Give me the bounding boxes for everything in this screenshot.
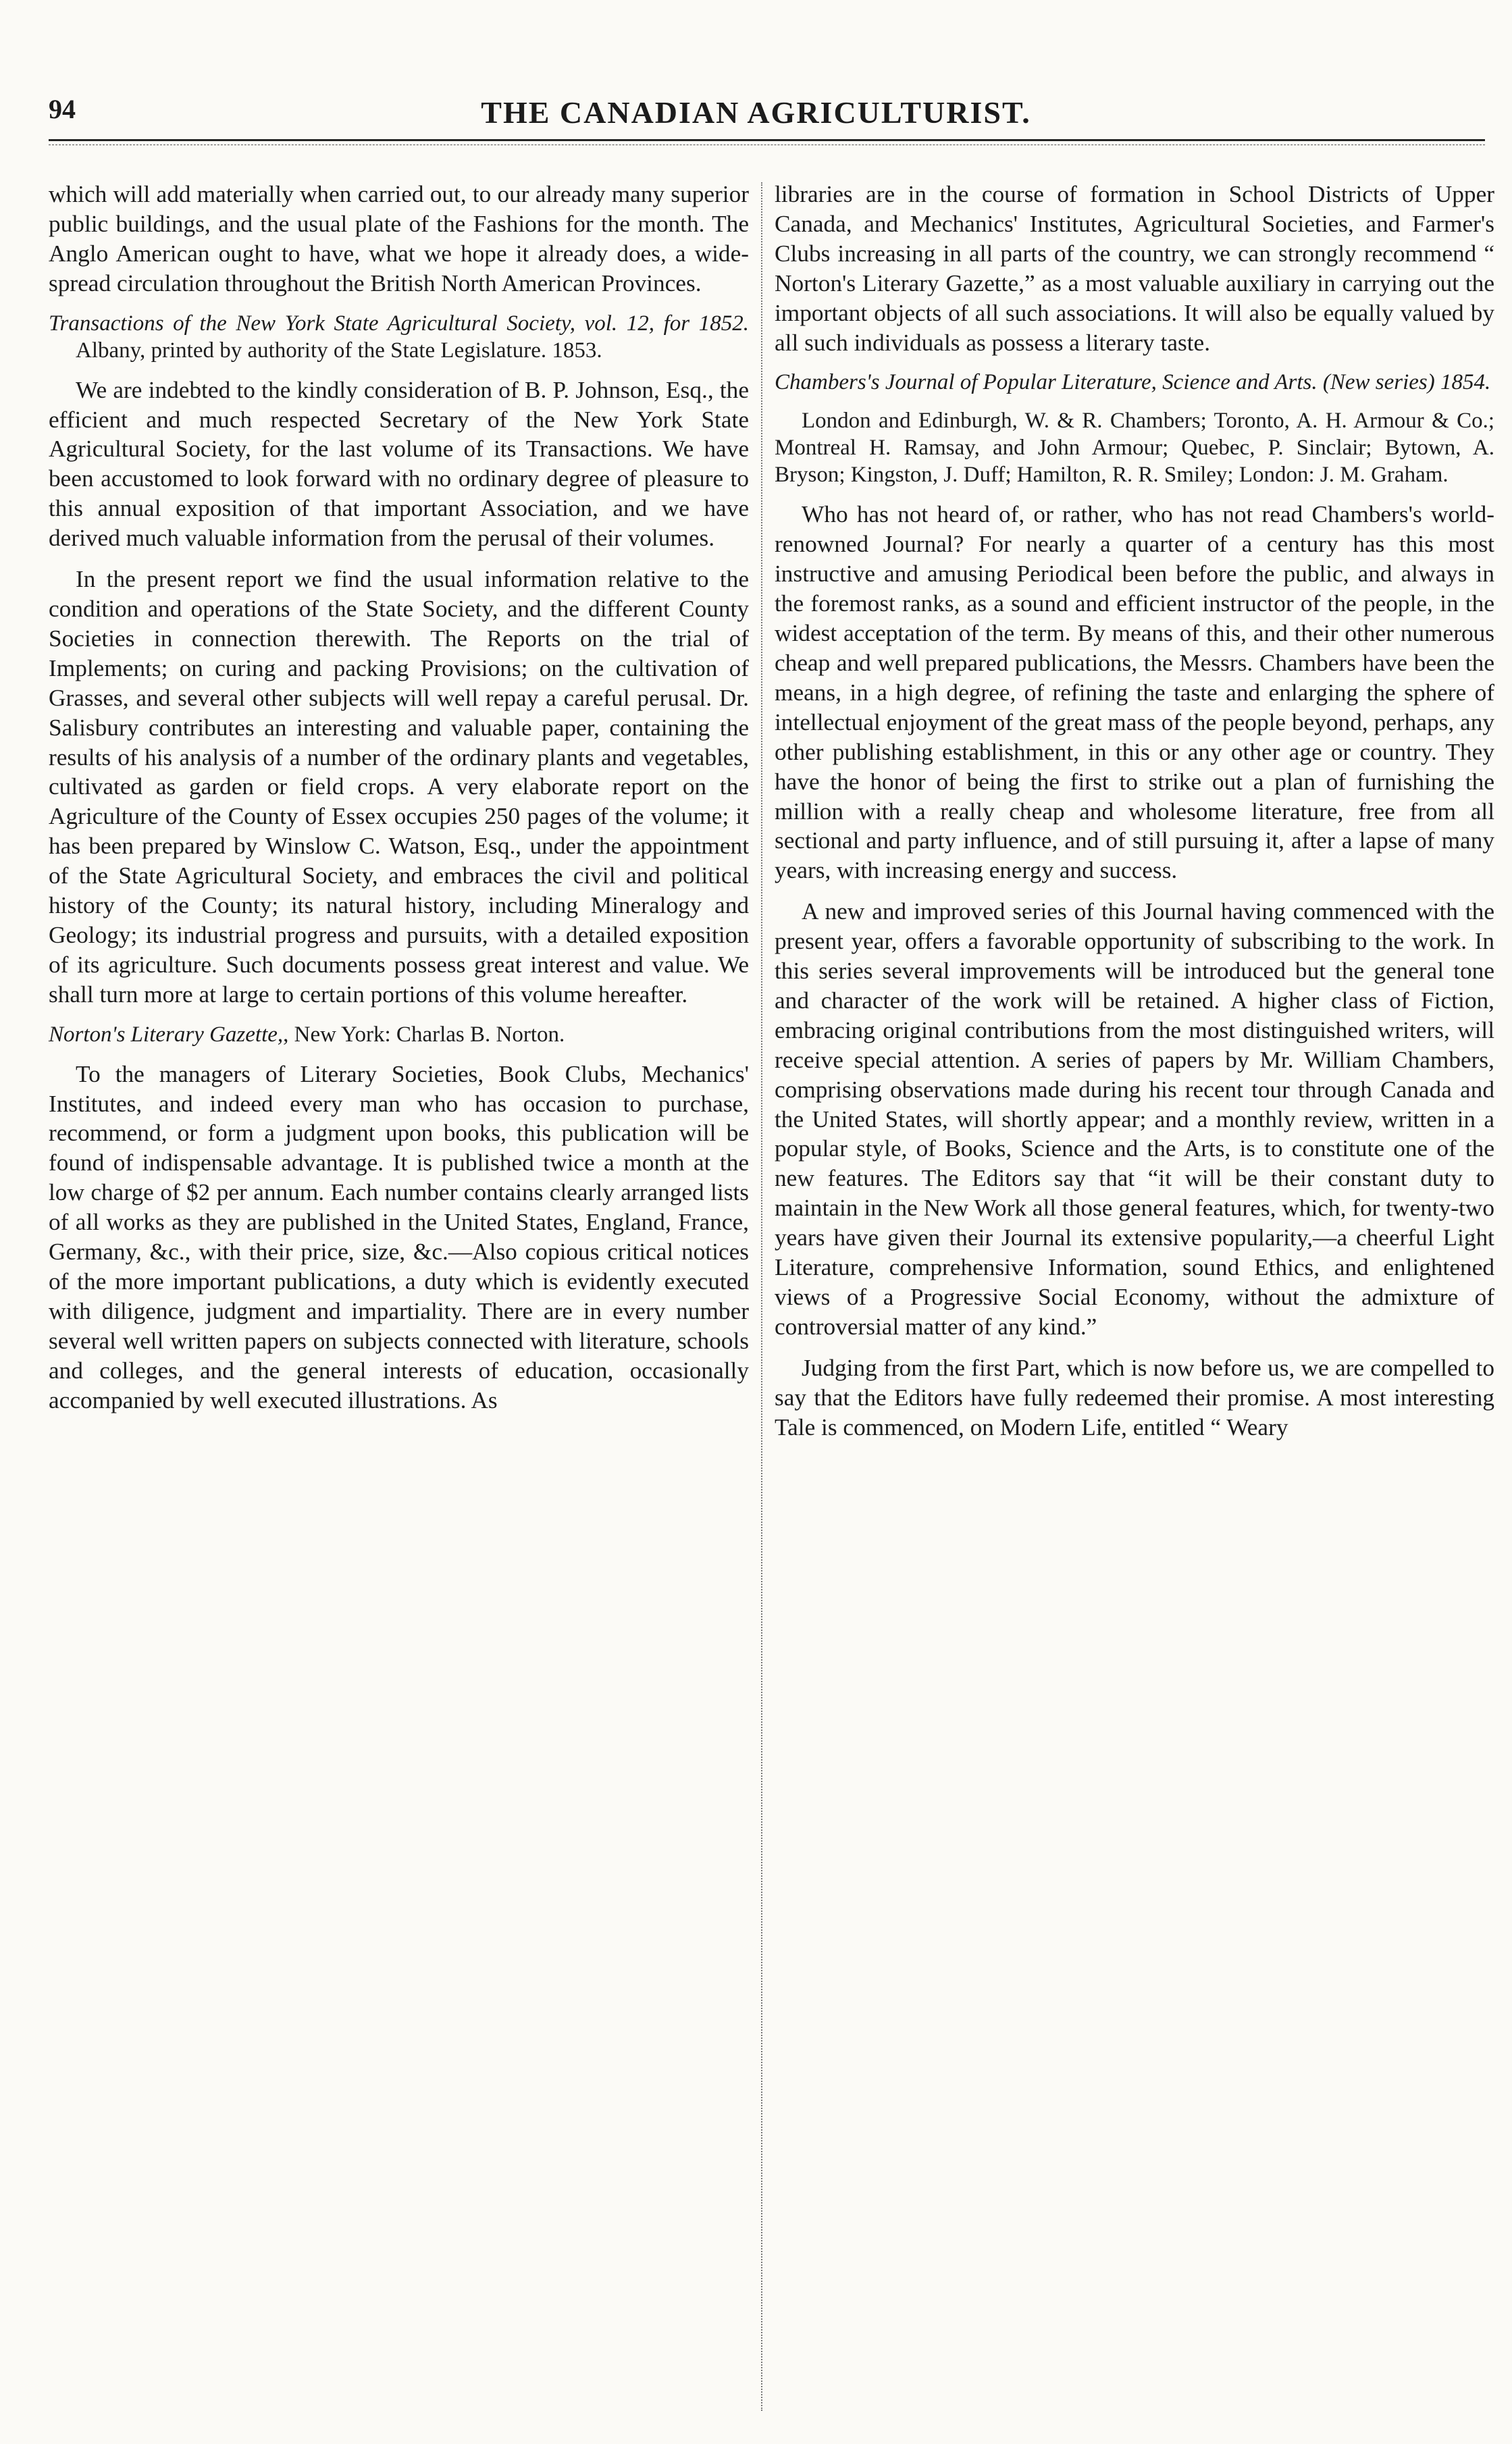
right-column <box>775 180 1494 1454</box>
paragraph: To the managers of Literary Societies, Book Clubs, Mechanics' Institutes, and indeed every man who has occasion to purchase, recommend, or form a judgment upon books, this publication will be found of indispensable advantage. It is published twice a month at the low charge of $2 per annum. Each number contains clearly arranged lists of all works as they are published in the United States, England, France, Germany, &c., with their price, size, &c.—Also copious critical notices of the more important publications, a duty which is evidently executed with diligence, judgment and impartiality. There are in every number several well written papers on subjects connected with literature, schools and colleges, and the general interests of education, occasionally accompanied by well executed illustrations. As <box>49 1060 749 1413</box>
running-title: THE CANADIAN AGRICULTURIST. <box>481 95 1031 130</box>
paragraph: libraries are in the course of formation in School Districts of Upper Canada, and Mechanics' Institutes, Agricultural Societies, and Farmer's Clubs increasing in all parts of the country, we can strongly recommend “ Norton's Literary Gazette,” as a most valuable auxiliary in carrying out the important objects of all such associations. It will also be equally valued by all such individuals as possess a literary taste. <box>775 181 1494 356</box>
book-notice-heading <box>49 1021 749 1048</box>
book-notice-heading <box>49 310 749 364</box>
book-notice-heading <box>775 369 1494 396</box>
paragraph: Judging from the first Part, which is now before us, we are compelled to say that the Editors have fully redeemed their promise. A most interesting Tale is commenced, on Modern Life, entitled “ Weary <box>775 1354 1494 1440</box>
header-rule <box>49 139 1485 145</box>
left-column <box>49 180 749 1427</box>
book-imprint: , New York: Charlas B. Norton. <box>283 1022 565 1047</box>
book-title: Norton's Literary Gazette, <box>49 1022 284 1047</box>
book-title: Transactions of the New York State Agricultural Society, vol. 12, for 1852. <box>49 311 749 336</box>
book-imprint: Albany, printed by authority of the State Legislature. 1853. <box>76 338 602 363</box>
paragraph: A new and improved series of this Journal having commenced with the present year, offers a favorable opportunity of subscribing to the work. In this series several improvements will be introduced but the general tone and character of the work will be retained. A higher class of Fiction, embracing original contributions from the most distinguished writers, will receive special attention. A series of papers by Mr. William Chambers, comprising observations made during his recent tour through Canada and the United States, will shortly appear; and a monthly review, written in a popular style, of Books, Science and the Arts, is to constitute one of the new features. The Editors say that “it will be their constant duty to maintain in the New Work all those general features, which, for twenty-two years have given their Journal its extensive popularity,—a cheerful Light Literature, comprehensive Information, sound Ethics, and enlightened views of a Progressive Social Economy, without the admixture of controversial matter of any kind.” <box>775 898 1494 1340</box>
paragraph: In the present report we find the usual information relative to the condition and operations of the State Society, and the different County Societies in connection therewith. The Reports on the trial of Implements; on curing and packing Provisions; on the cultivation of Grasses, and several other subjects will well repay a careful perusal. Dr. Salisbury contributes an interesting and valuable paper, containing the results of his analysis of a number of the ordinary plants and vegetables, cultivated as garden or field crops. A very elaborate report on the Agriculture of the County of Essex occupies 250 pages of the volume; it has been prepared by Winslow C. Watson, Esq., under the appointment of the State Agricultural Society, and embraces the civil and political history of the County; its natural history, including Mineralogy and Geology; its industrial progress and pursuits, with a detailed exposition of its agriculture. Such documents possess great interest and value. We shall turn more at large to certain portions of this volume hereafter. <box>49 566 749 1008</box>
paragraph: We are indebted to the kindly consideration of B. P. Johnson, Esq., the efficient and much respected Secretary of the New York State Agricultural Society, for the last volume of its Transactions. We have been accustomed to look forward with no ordinary degree of pleasure to this annual exposition of that important Association, and we have derived much valuable information from the perusal of their volumes. <box>49 376 749 552</box>
page-number: 94 <box>49 94 76 124</box>
book-title: Chambers's Journal of Popular Literature, Science and Arts. (New series) 1854. <box>775 370 1491 395</box>
column-divider <box>761 182 762 2411</box>
paragraph: Who has not heard of, or rather, who has not read Chambers's world-renowned Journal? For nearly a quarter of a century has this most instructive and amusing Periodical been before the public, and always in the foremost ranks, as a sound and efficient instructor of the people, in the widest acceptation of the term. By means of this, and their other numerous cheap and well prepared publications, the Messrs. Chambers have been the means, in a high degree, of refining the taste and enlarging the sphere of intellectual enjoyment of the great mass of the people beyond, perhaps, any other publishing establishment, in this or any other age or country. They have the honor of being the first to strike out a plan of furnishing the million with a really cheap and wholesome literature, free from all sectional and party influence, and of still pursuing it, after a lapse of many years, with increasing energy and success. <box>775 501 1494 884</box>
paragraph: which will add materially when carried out, to our already many superior public buildings, and the usual plate of the Fashions for the month. The Anglo American ought to have, what we hope it already does, a wide-spread circulation throughout the British North American Provinces. <box>49 181 749 296</box>
publisher-imprint: London and Edinburgh, W. & R. Chambers; Toronto, A. H. Armour & Co.; Montreal H. Ramsay, and John Armour; Quebec, P. Sinclair; Bytown, A. Bryson; Kingston, J. Duff; Hamilton, R. R. Smiley; London: J. M. Graham. <box>775 409 1494 488</box>
